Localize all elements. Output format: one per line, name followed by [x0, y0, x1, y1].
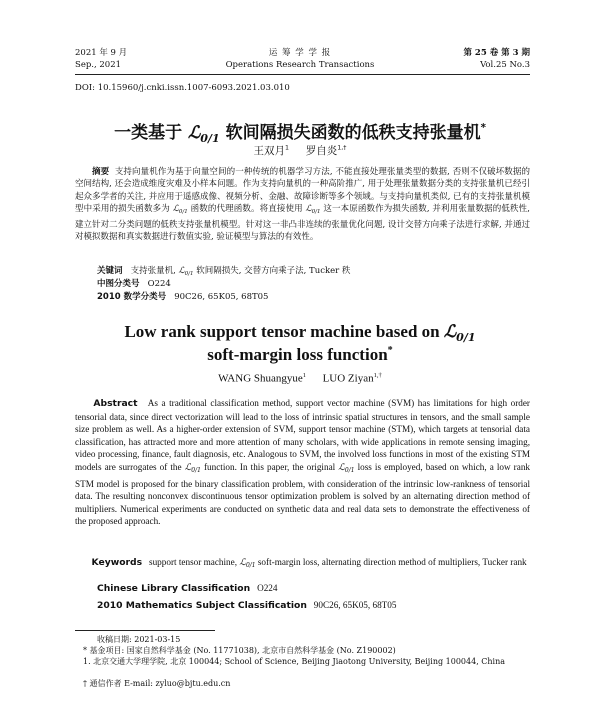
loss-symbol-title-cn: ℒ$_{0/1}$ — [188, 123, 220, 145]
footnote-corr: † 通信作者 E-mail: zyluo@bjtu.edu.cn — [83, 679, 231, 688]
cn-abstract: 摘要 支持向量机作为基于向量空间的一种传统的机器学习方法, 不能直接处理张量类型的数据, 否则不仅破坏数据的空间结构, 还会造成维度灾难及小样本问题。作为支持向量机的一种高阶推广, 用于处理张量数据分类的支持张量机已经引起众多学者的关注, 并应用于遥感成像、视频分析、金融、故障诊断等多个领域。与支持向量机类似, 已有的支持张量机模型中采用的损失函数多为 ℒ$_{0/1}$ 函数的代理函数。将直接使用 ℒ$_{0/1}$ 这一本原函数作为损失函数, 并利用张量数据的低秩性, 建立针对二分类问题的低秩支持张量机模型。针对这一非凸非连续的张量优化问题, 设计交替方向乘子法进行求解, 并通过对模拟数据和真实数据进行数值实验, 验证模型与算法的有效性。 — [75, 167, 530, 242]
en-msc: 2010 Mathematics Subject Classification 90C26, 65K05, 68T05 — [97, 600, 397, 611]
en-title-line2: soft-margin loss function* — [207, 345, 393, 365]
footnote-fund: * 基金项目: 国家自然科学基金 (No. 11771038), 北京市自然科学基金 (No. Z190002) — [83, 646, 396, 655]
doi: DOI: 10.15960/j.cnki.issn.1007-6093.2021.03.010 — [75, 83, 290, 93]
header-volume-en: Vol.25 No.3 — [480, 60, 530, 70]
cn-authors: 王双月$^1$ 罗自炎$^{1,\dagger}$ — [253, 144, 347, 157]
header-date-cn: 2021 年 9 月 — [75, 48, 128, 58]
header-rule — [75, 74, 530, 75]
header-journal-en: Operations Research Transactions — [225, 60, 375, 70]
en-title-line1: Low rank support tensor machine based on ℒ$_{0/1}$ — [124, 322, 476, 344]
header-journal-cn: 运 筹 学 学 报 — [268, 48, 332, 58]
en-clc: Chinese Library Classification O224 — [97, 583, 278, 594]
en-keywords: Keywords support tensor machine, ℒ$_{0/1}$ soft-margin loss, alternating direction method of multipliers, Tucker rank — [91, 557, 527, 570]
footnote-rule — [75, 630, 215, 631]
cn-clc: 中图分类号 O224 — [97, 279, 171, 289]
en-authors: WANG Shuangyue$^1$ LUO Ziyan$^{1,\dagger}$ — [218, 372, 382, 385]
header-volume-cn: 第 25 卷 第 3 期 — [463, 48, 530, 58]
footnote-received: 收稿日期: 2021-03-15 — [97, 635, 181, 644]
en-abstract: Abstract As a traditional classification method, support vector machine (SVM) has limitations for high order tensorial data, since direct vectorization will lead to the loss of intrinsic spatial structures in tensors, and the small sample size problem as well. As a higher-order extension of SVM, support tensor machine (STM), which targets at tensorial data classification, has attracted more and more attention of many scholars, with wide applications in remote sensing imaging, video processing, finance, fault diagnosis, etc. Analogous to SVM, the involved loss functions in most of the existing STM models are surrogates of the ℒ$_{0/1}$ function. In this paper, the original ℒ$_{0/1}$ loss is employed, based on which, a low rank STM model is proposed for the binary classification problem, with consideration of the intrinsic low-rankness of tensorial data. The resulting nonconvex discontinuous tensor optimization problem is solved by an alternating direction method of multipliers. Numerical experiments are conducted on synthetic data and real data sets to demonstrate the effectiveness of the proposed approach. — [75, 398, 531, 527]
cn-keywords: 关键词 支持张量机, ℒ$_{0/1}$ 软间隔损失, 交替方向乘子法, Tucker 秩 — [97, 266, 351, 277]
cn-msc: 2010 数学分类号 90C26, 65K05, 68T05 — [97, 292, 269, 302]
footnote-affil: 1. 北京交通大学理学院, 北京 100044; School of Science, Beijing Jiaotong University, Beijing 100044, China — [83, 657, 506, 666]
cn-title: 一类基于 ℒ$_{0/1}$ 软间隔损失函数的低秩支持张量机* — [114, 122, 486, 145]
header-date-en: Sep., 2021 — [75, 60, 122, 70]
